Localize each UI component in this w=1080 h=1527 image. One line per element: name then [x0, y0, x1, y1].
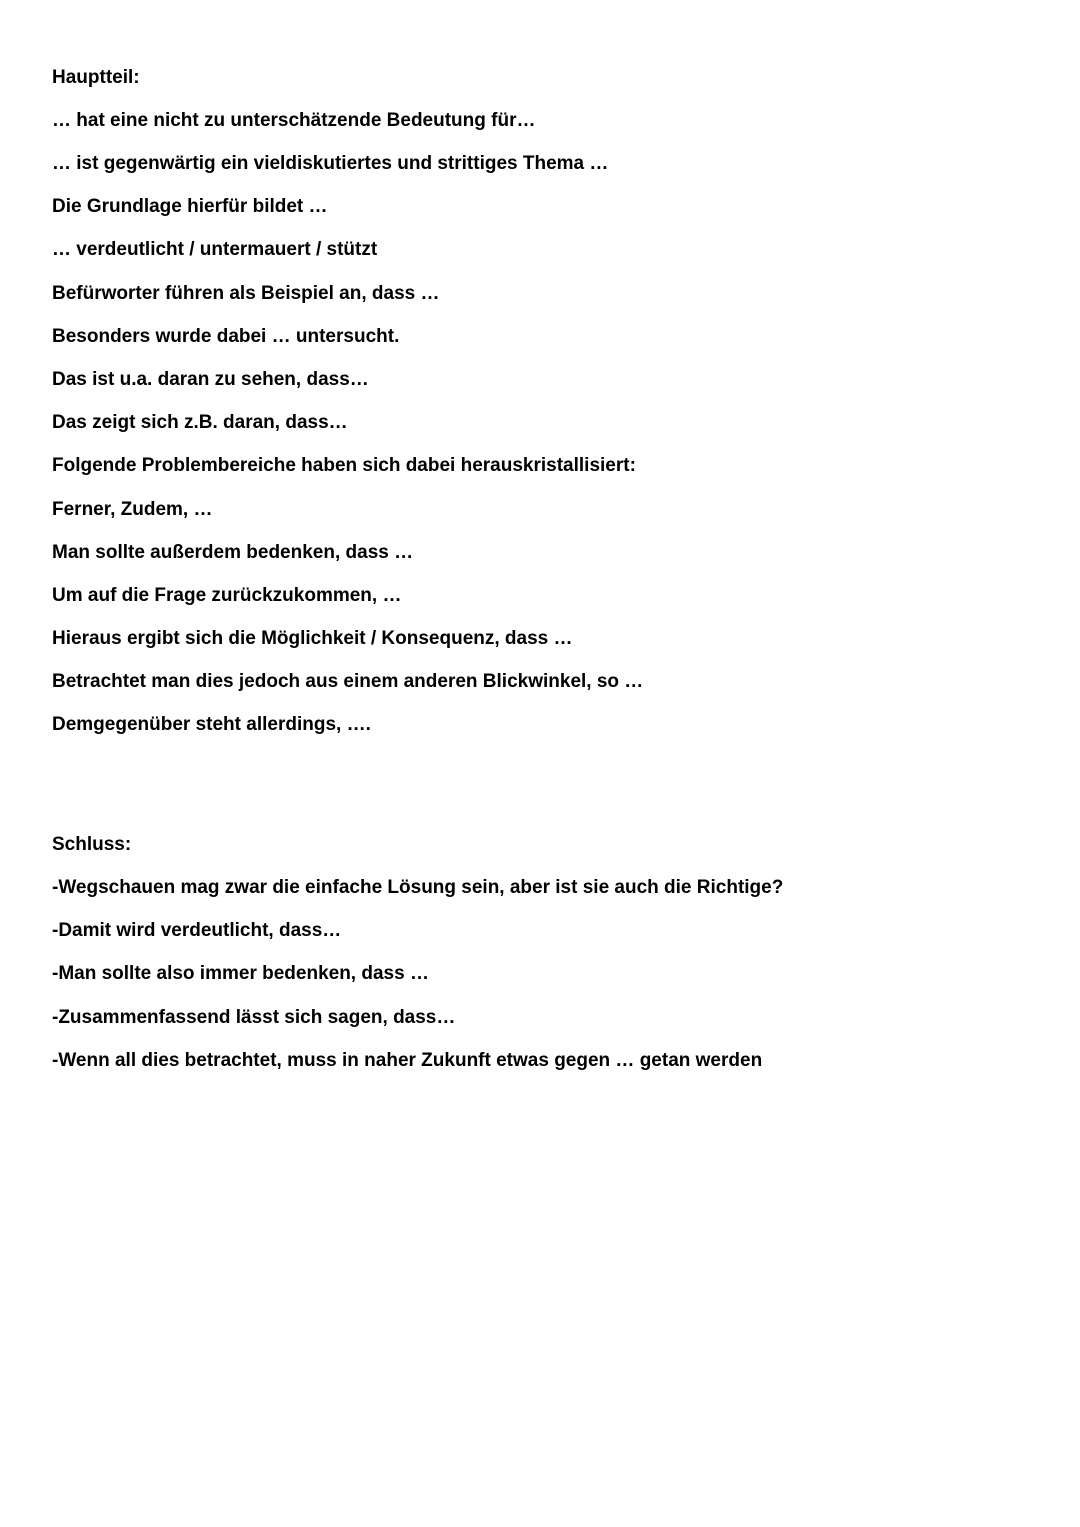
phrase-line: Ferner, Zudem, … [52, 499, 213, 520]
phrase-line: Besonders wurde dabei … untersucht. [52, 326, 400, 347]
phrase-line: Demgegenüber steht allerdings, …. [52, 714, 371, 735]
phrase-line: Um auf die Frage zurückzukommen, … [52, 585, 402, 606]
phrase-line: -Zusammenfassend lässt sich sagen, dass… [52, 1007, 456, 1028]
phrase-line: Hieraus ergibt sich die Möglichkeit / Konsequenz, dass … [52, 628, 573, 649]
phrase-line: Betrachtet man dies jedoch aus einem anderen Blickwinkel, so … [52, 671, 644, 692]
phrase-line: Man sollte außerdem bedenken, dass … [52, 542, 414, 563]
phrase-line: -Wegschauen mag zwar die einfache Lösung sein, aber ist sie auch die Richtige? [52, 877, 784, 898]
section-heading-hauptteil: Hauptteil: [52, 67, 140, 88]
phrase-line: -Damit wird verdeutlicht, dass… [52, 920, 342, 941]
section-heading-schluss: Schluss: [52, 834, 132, 855]
phrase-line: Die Grundlage hierfür bildet … [52, 196, 328, 217]
phrase-line: Das zeigt sich z.B. daran, dass… [52, 412, 348, 433]
phrase-line: … ist gegenwärtig ein vieldiskutiertes und strittiges Thema … [52, 153, 609, 174]
phrase-line: Das ist u.a. daran zu sehen, dass… [52, 369, 369, 390]
phrase-line: … hat eine nicht zu unterschätzende Bedeutung für… [52, 110, 536, 131]
phrase-line: Befürworter führen als Beispiel an, dass … [52, 283, 440, 304]
phrase-line: … verdeutlicht / untermauert / stützt [52, 239, 378, 260]
phrase-line: -Wenn all dies betrachtet, muss in naher Zukunft etwas gegen … getan werden [52, 1050, 763, 1071]
phrase-line: Folgende Problembereiche haben sich dabei herauskristallisiert: [52, 455, 636, 476]
phrase-line: -Man sollte also immer bedenken, dass … [52, 963, 429, 984]
